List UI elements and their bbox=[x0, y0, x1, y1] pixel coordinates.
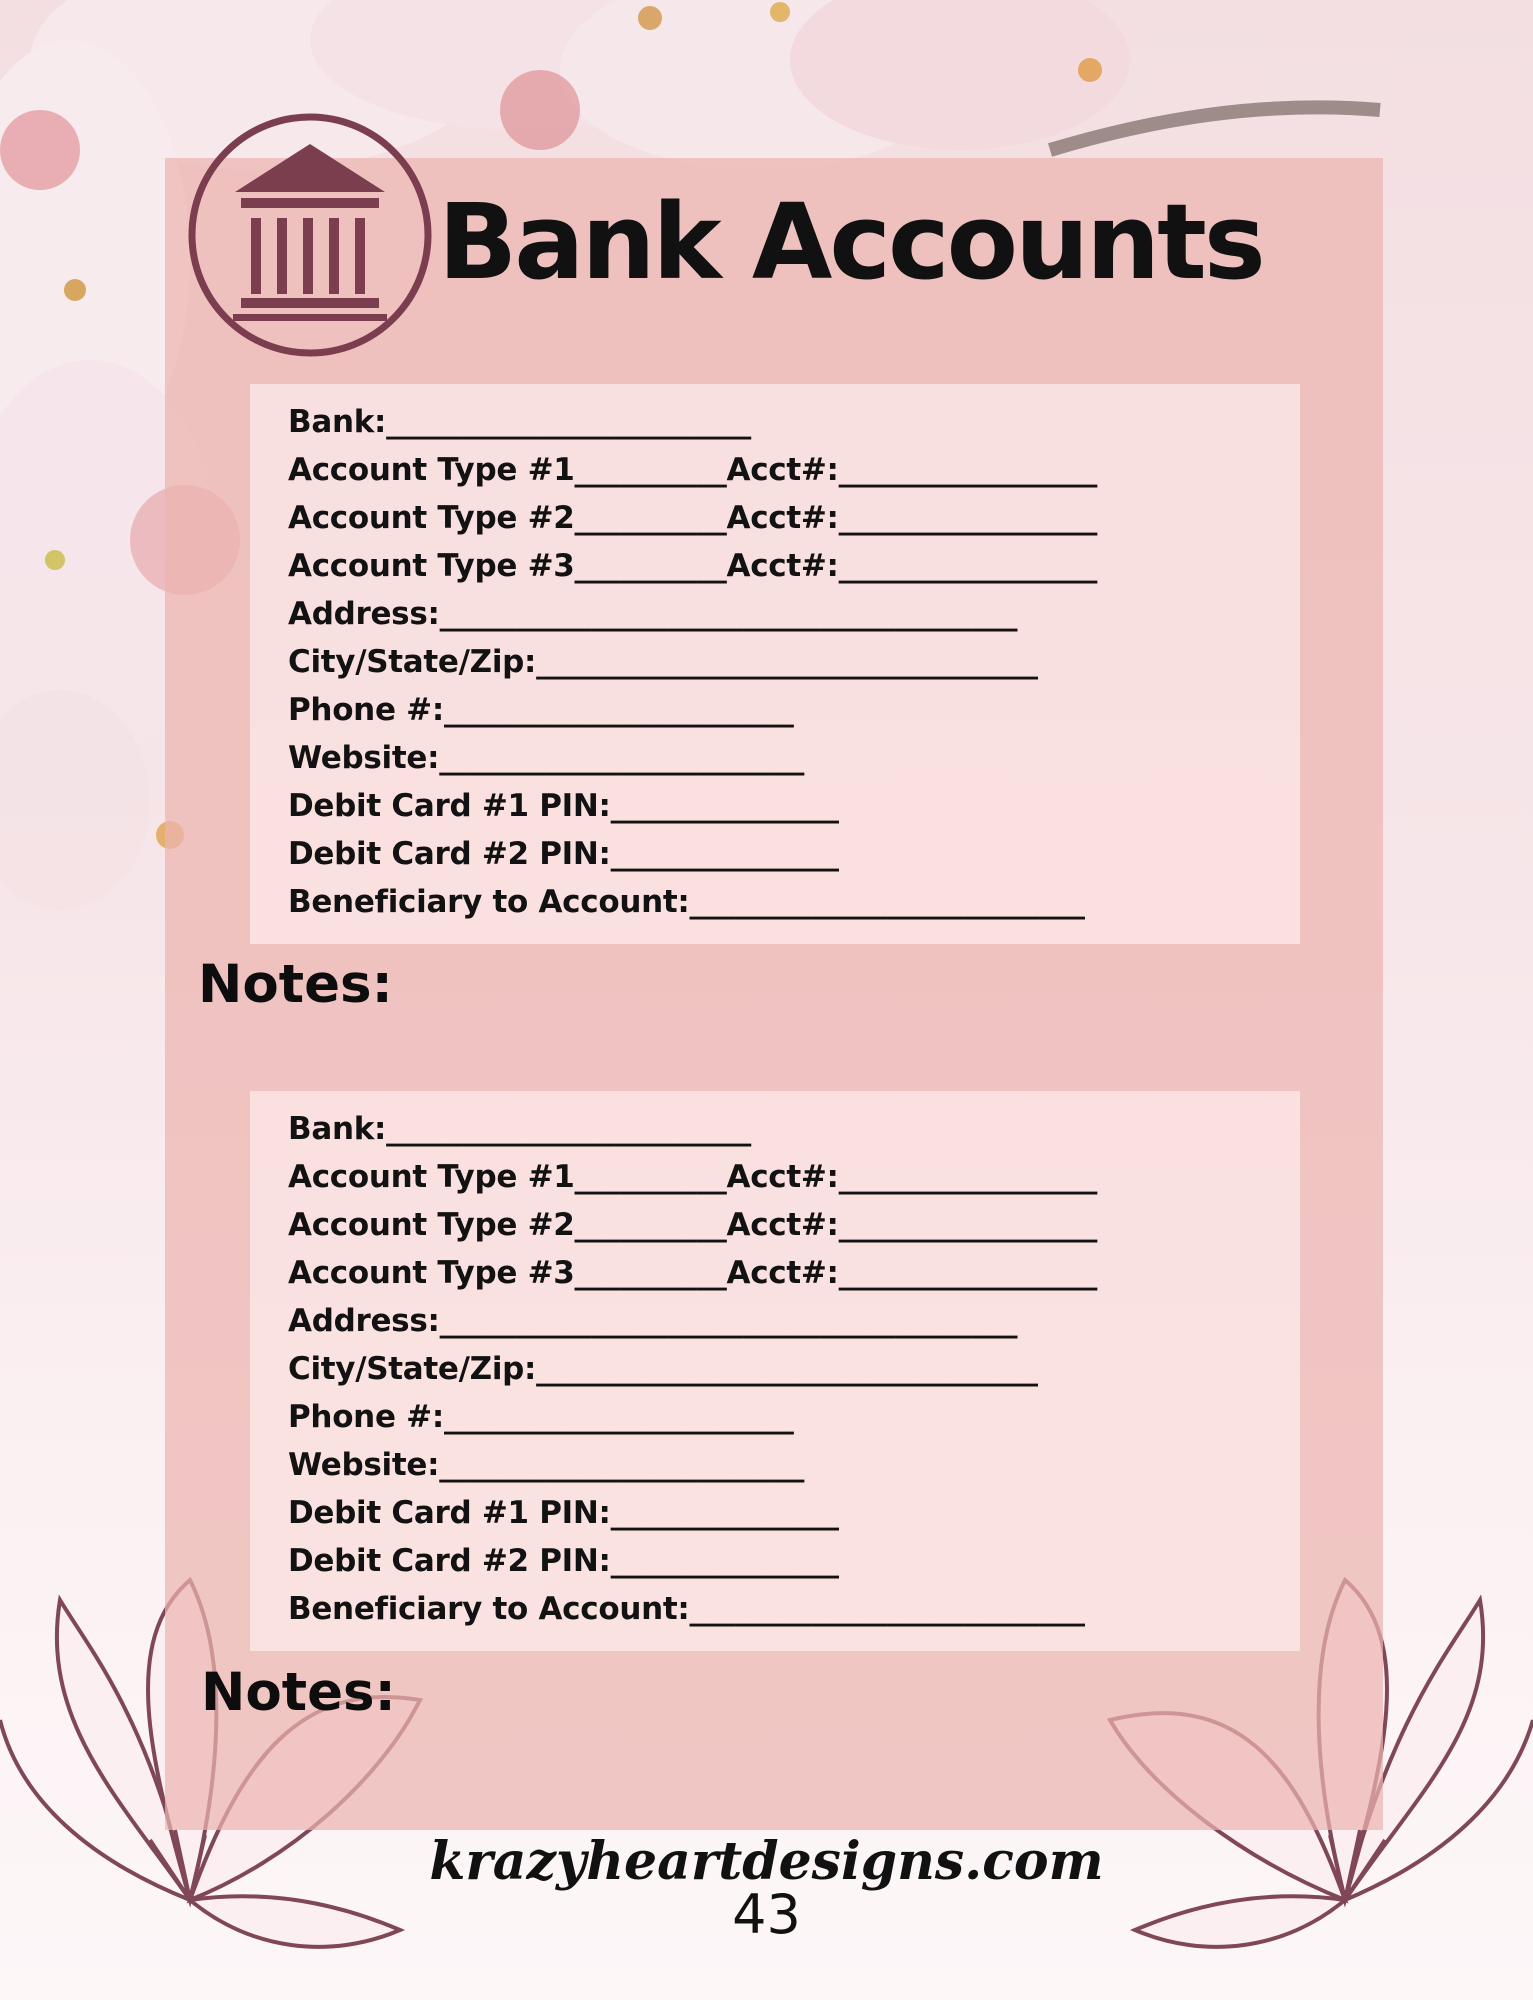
field-account-type-1[interactable]: Account Type #1__________Acct#:_________________ bbox=[288, 1159, 1098, 1195]
field-bank[interactable]: Bank:________________________ bbox=[288, 404, 751, 440]
notes-label: Notes: bbox=[201, 1662, 396, 1723]
field-website[interactable]: Website:________________________ bbox=[288, 740, 805, 776]
field-bank[interactable]: Bank:________________________ bbox=[288, 1111, 751, 1147]
field-beneficiary[interactable]: Beneficiary to Account:__________________________ bbox=[288, 884, 1085, 920]
field-city-state-zip[interactable]: City/State/Zip:_________________________________ bbox=[288, 644, 1038, 680]
field-address[interactable]: Address:______________________________________ bbox=[288, 596, 1018, 632]
field-debit-card-1-pin[interactable]: Debit Card #1 PIN:_______________ bbox=[288, 1495, 839, 1531]
field-debit-card-2-pin[interactable]: Debit Card #2 PIN:_______________ bbox=[288, 836, 839, 872]
field-account-type-1[interactable]: Account Type #1__________Acct#:_________________ bbox=[288, 452, 1098, 488]
field-account-type-3[interactable]: Account Type #3__________Acct#:_________________ bbox=[288, 1255, 1098, 1291]
field-account-type-2[interactable]: Account Type #2__________Acct#:_________________ bbox=[288, 500, 1098, 536]
field-debit-card-1-pin[interactable]: Debit Card #1 PIN:_______________ bbox=[288, 788, 839, 824]
account-form-2 bbox=[250, 1091, 1300, 1651]
field-beneficiary[interactable]: Beneficiary to Account:__________________________ bbox=[288, 1591, 1085, 1627]
field-phone[interactable]: Phone #:_______________________ bbox=[288, 1399, 794, 1435]
field-account-type-3[interactable]: Account Type #3__________Acct#:_________________ bbox=[288, 548, 1098, 584]
footer-website: krazyheartdesigns.com bbox=[429, 1831, 1104, 1892]
page-title: Bank Accounts bbox=[438, 181, 1263, 303]
field-city-state-zip[interactable]: City/State/Zip:_________________________________ bbox=[288, 1351, 1038, 1387]
account-form-1 bbox=[250, 384, 1300, 944]
field-account-type-2[interactable]: Account Type #2__________Acct#:_________________ bbox=[288, 1207, 1098, 1243]
notes-label: Notes: bbox=[198, 954, 393, 1015]
field-website[interactable]: Website:________________________ bbox=[288, 1447, 805, 1483]
bank-icon bbox=[185, 110, 435, 360]
field-address[interactable]: Address:______________________________________ bbox=[288, 1303, 1018, 1339]
field-phone[interactable]: Phone #:_______________________ bbox=[288, 692, 794, 728]
field-debit-card-2-pin[interactable]: Debit Card #2 PIN:_______________ bbox=[288, 1543, 839, 1579]
page-number: 43 bbox=[732, 1883, 801, 1946]
